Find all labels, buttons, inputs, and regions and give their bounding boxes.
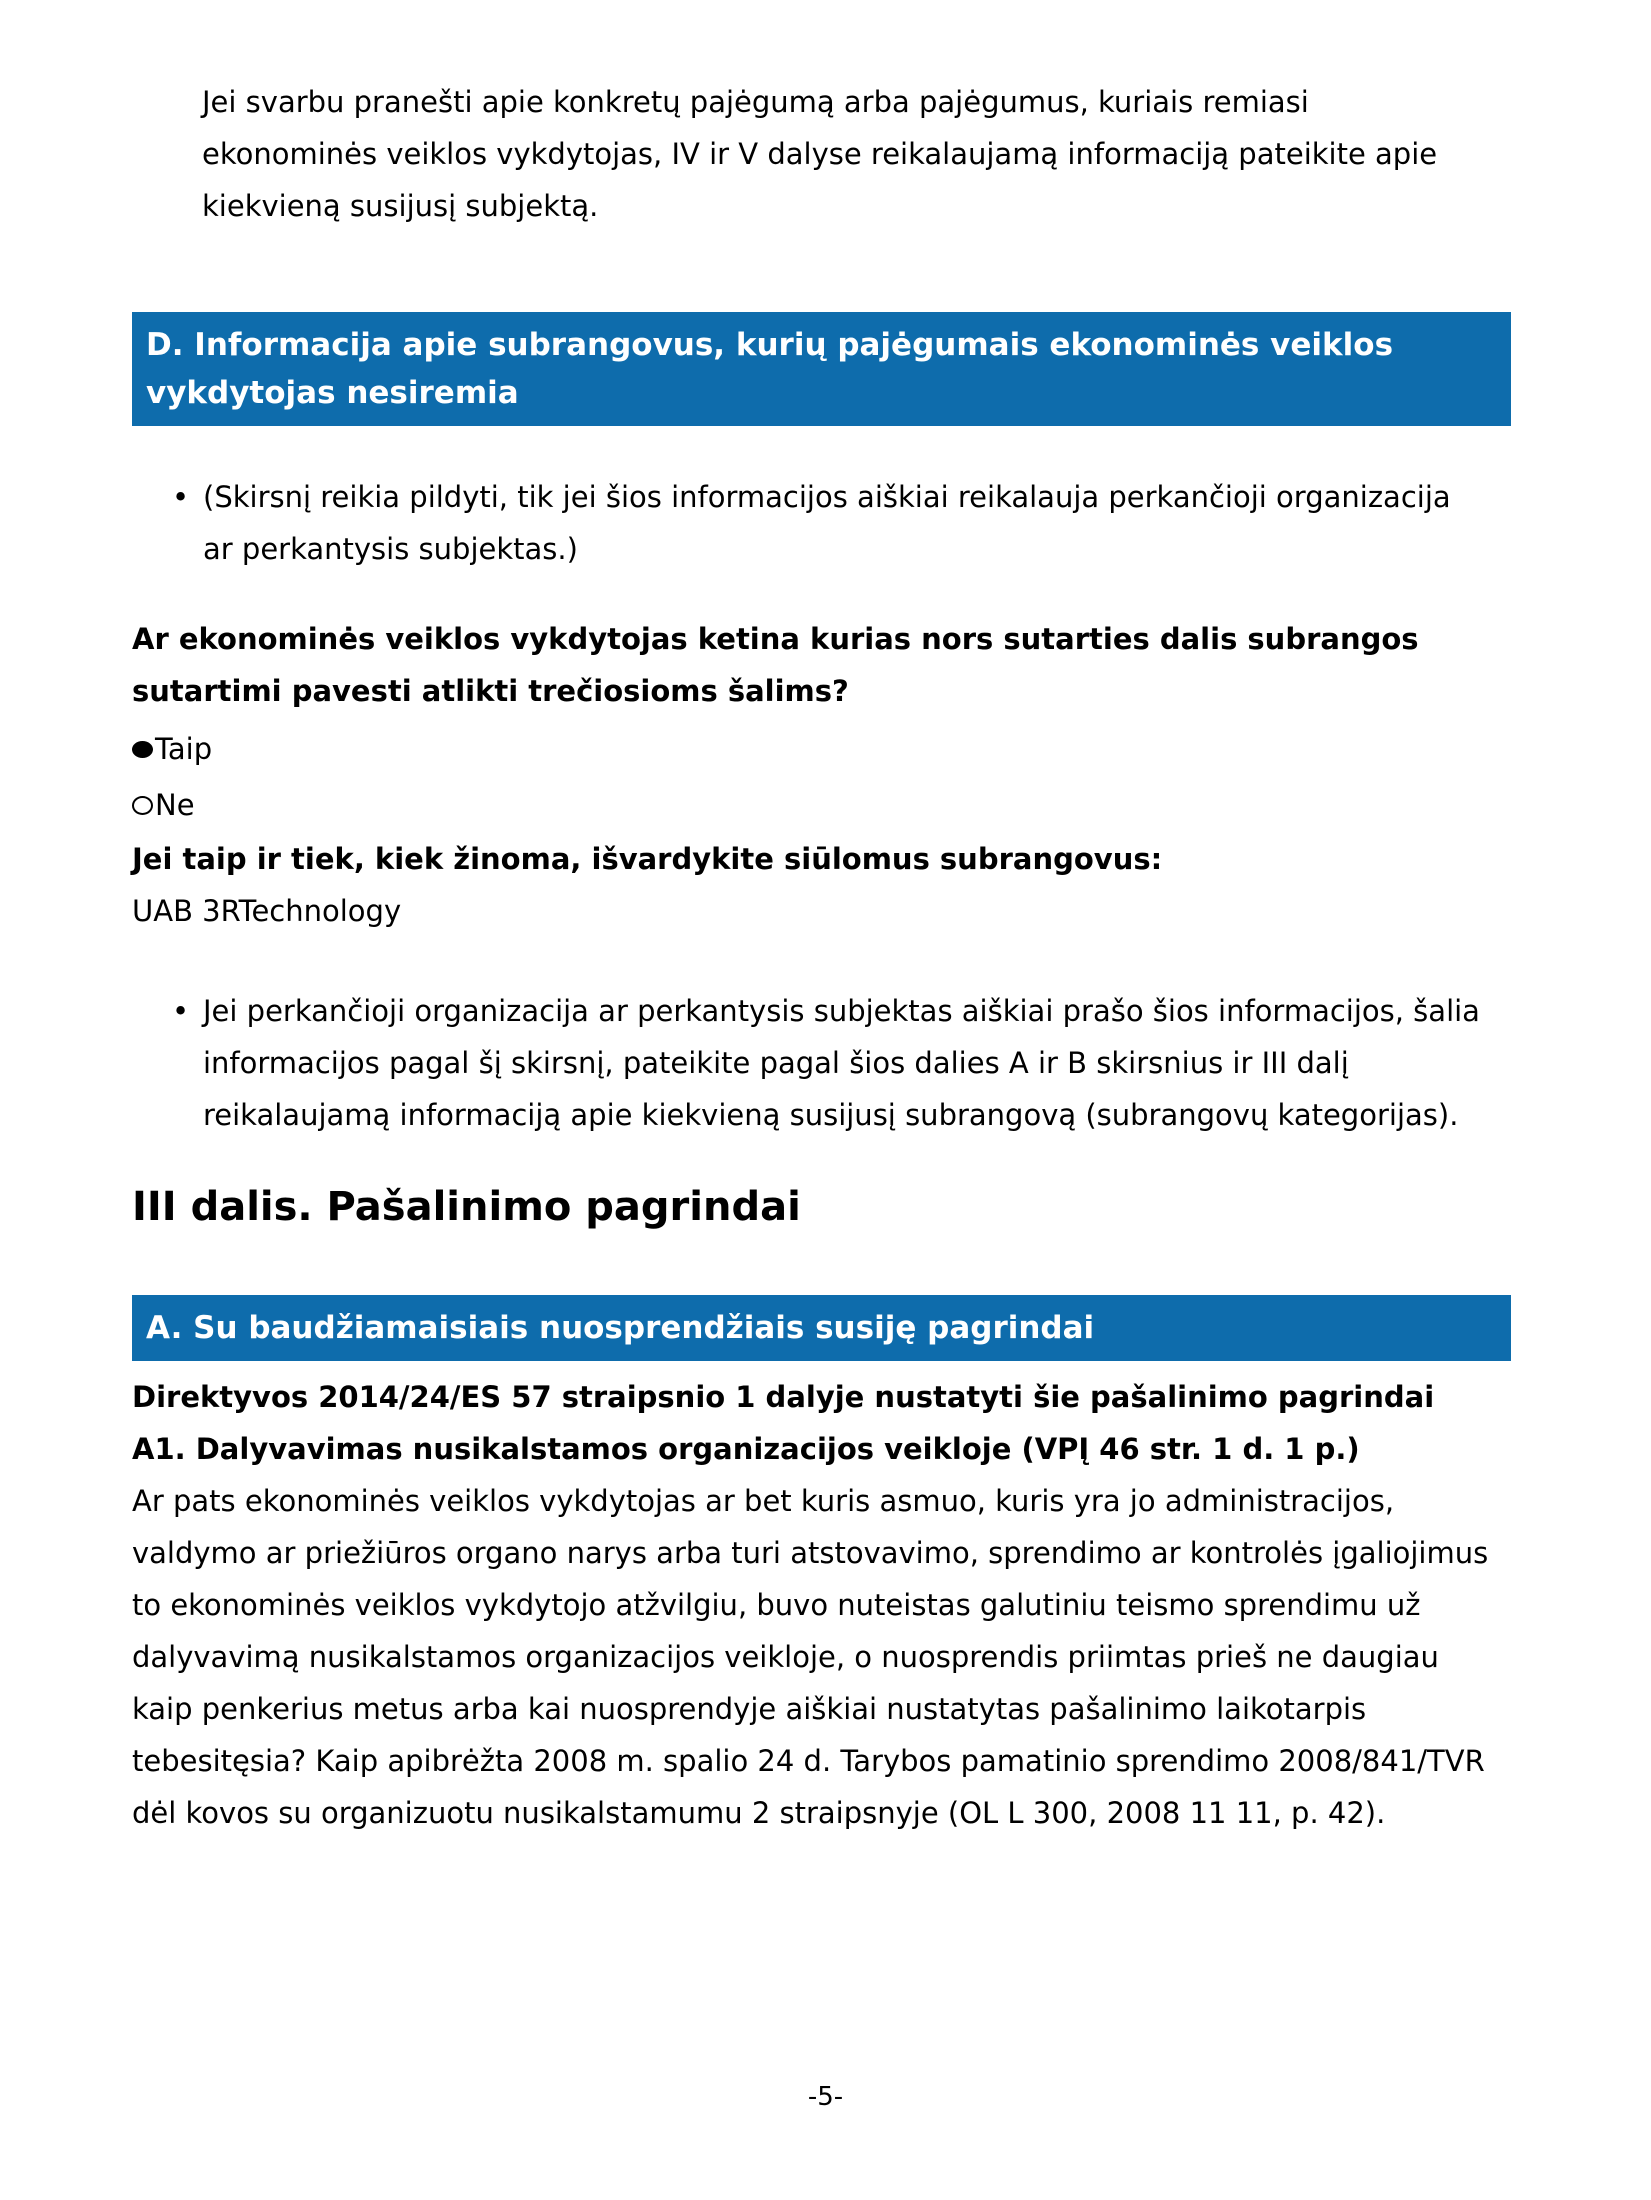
- subcontractors-label: Jei taip ir tiek, kiek žinoma, išvardykite siūlomus subrangovus:: [132, 842, 1163, 876]
- section-d-header: [132, 312, 1511, 426]
- radio-label-taip: Taip: [155, 732, 213, 766]
- radio-selected-icon[interactable]: [132, 741, 153, 758]
- section-a-title: A. Su baudžiamaisiais nuosprendžiais susiję pagrindai: [146, 1310, 1095, 1346]
- subcontractor-value: UAB 3RTechnology: [132, 894, 402, 928]
- section-d-title: D. Informacija apie subrangovus, kurių pajėgumais ekonominės veiklos vykdytojas nesiremia: [146, 327, 1394, 411]
- intro-paragraph: Jei svarbu pranešti apie konkretų pajėgumą arba pajėgumus, kuriais remiasi ekonominės veiklos vykdytojas, IV ir V dalyse reikalaujamą informaciją pateikite apie kiekvieną susijusį subjektą.: [202, 85, 1438, 223]
- section-d-info-list: [132, 985, 1511, 1141]
- radio-option-taip[interactable]: [132, 721, 1511, 777]
- radio-unselected-icon[interactable]: [132, 796, 153, 815]
- page-number: -5-: [807, 2082, 844, 2112]
- section-a-header: [132, 1295, 1511, 1361]
- list-item: • Jei perkančioji organizacija ar perkantysis subjektas aiškiai prašo šios informacijos, šalia informacijos pagal šį skirsnį, pateikite pagal šios dalies A ir B skirsnius ir III dalį reikalaujamą informaciją apie kiekvieną susijusį subrangovą (subrangovų kategorijas).: [172, 985, 1511, 1141]
- section-d-note-list: [132, 471, 1511, 575]
- part-iii-heading: III dalis. Pašalinimo pagrindai: [132, 1184, 801, 1230]
- a1-item-title: A1. Dalyvavimas nusikalstamos organizacijos veikloje (VPĮ 46 str. 1 d. 1 p.): [132, 1432, 1360, 1466]
- list-item: • (Skirsnį reikia pildyti, tik jei šios informacijos aiškiai reikalauja perkančioji organizacija ar perkantysis subjektas.): [172, 471, 1511, 575]
- subcontracting-question: Ar ekonominės veiklos vykdytojas ketina kurias nors sutarties dalis subrangos sutartimi pavesti atlikti trečiosioms šalims?: [132, 622, 1419, 708]
- directive-subtitle: Direktyvos 2014/24/ES 57 straipsnio 1 dalyje nustatyti šie pašalinimo pagrindai: [132, 1380, 1435, 1414]
- radio-label-ne: Ne: [155, 788, 195, 822]
- a1-item-body: Ar pats ekonominės veiklos vykdytojas ar bet kuris asmuo, kuris yra jo administracijos, valdymo ar priežiūros organo narys arba turi atstovavimo, sprendimo ar kontrolės įgaliojimus to ekonominės veiklos vykdytojo atžvilgiu, buvo nuteistas galutiniu teismo sprendimu už dalyvavimą nusikalstamos organizacijos veikloje, o nuosprendis priimtas prieš ne daugiau kaip penkerius metus arba kai nuosprendyje aiškiai nustatytas pašalinimo laikotarpis tebesitęsia? Kaip apibrėžta 2008 m. spalio 24 d. Tarybos pamatinio sprendimo 2008/841/TVR dėl kovos su organizuotu nusikalstamumu 2 straipsnyje (OL L 300, 2008 11 11, p. 42).: [132, 1484, 1489, 1830]
- radio-option-ne[interactable]: [132, 777, 1511, 833]
